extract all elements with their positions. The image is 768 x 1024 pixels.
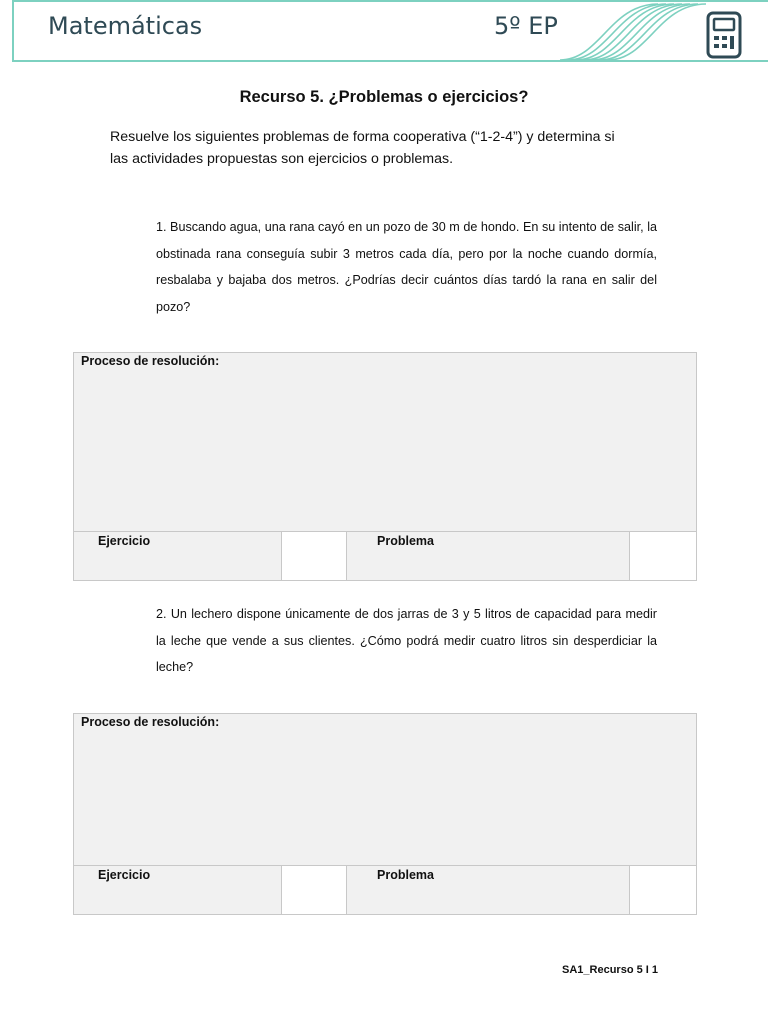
page-footer: SA1_Recurso 5 I 1 <box>562 964 658 976</box>
ejercicio-checkbox[interactable] <box>282 866 347 914</box>
ejercicio-label-cell <box>74 866 282 914</box>
page-header <box>0 0 768 62</box>
classification-row-1 <box>74 532 696 580</box>
grade-label: 5º EP <box>494 12 558 40</box>
ejercicio-checkbox[interactable] <box>282 532 347 580</box>
answer-box-1 <box>73 352 697 581</box>
problem-statement-2: 2. Un lechero dispone únicamente de dos jarras de 3 y 5 litros de capacidad para medir la leche que vende a sus clientes. ¿Cómo podrá medir cuatro litros sin desperdiciar la leche? <box>156 607 657 674</box>
ejercicio-label-cell <box>74 532 282 580</box>
problema-checkbox[interactable] <box>630 532 696 580</box>
problema-label-cell <box>347 532 630 580</box>
resolution-area-1[interactable] <box>74 353 696 532</box>
answer-box-2 <box>73 713 697 915</box>
header-bottom-rule <box>12 60 768 62</box>
resolution-label: Proceso de resolución: <box>81 354 220 368</box>
problem-statement-1: 1. Buscando agua, una rana cayó en un pozo de 30 m de hondo. En su intento de salir, la obstinada rana conseguía subir 3 metros cada día, pero por la noche cuando dormía, resbalaba y bajaba dos metros. ¿Podrías decir cuántos días tardó la rana en salir del pozo? <box>156 220 657 314</box>
decorative-waves-icon <box>560 2 710 60</box>
problema-label-cell <box>347 866 630 914</box>
problema-label: Problema <box>377 868 434 882</box>
calculator-icon <box>706 11 742 59</box>
header-left-rule <box>12 0 14 60</box>
problema-checkbox[interactable] <box>630 866 696 914</box>
classification-row-2 <box>74 866 696 914</box>
page-title: Recurso 5. ¿Problemas o ejercicios? <box>239 88 529 106</box>
problema-label: Problema <box>377 534 434 548</box>
instructions-text: Resuelve los siguientes problemas de forma cooperativa (“1-2-4”) y determina si las actividades propuestas son ejercicios o problemas. <box>110 129 615 167</box>
ejercicio-label: Ejercicio <box>98 868 151 882</box>
resolution-area-2[interactable] <box>74 714 696 866</box>
subject-title: Matemáticas <box>48 12 203 40</box>
ejercicio-label: Ejercicio <box>98 534 151 548</box>
resolution-label: Proceso de resolución: <box>81 715 220 729</box>
